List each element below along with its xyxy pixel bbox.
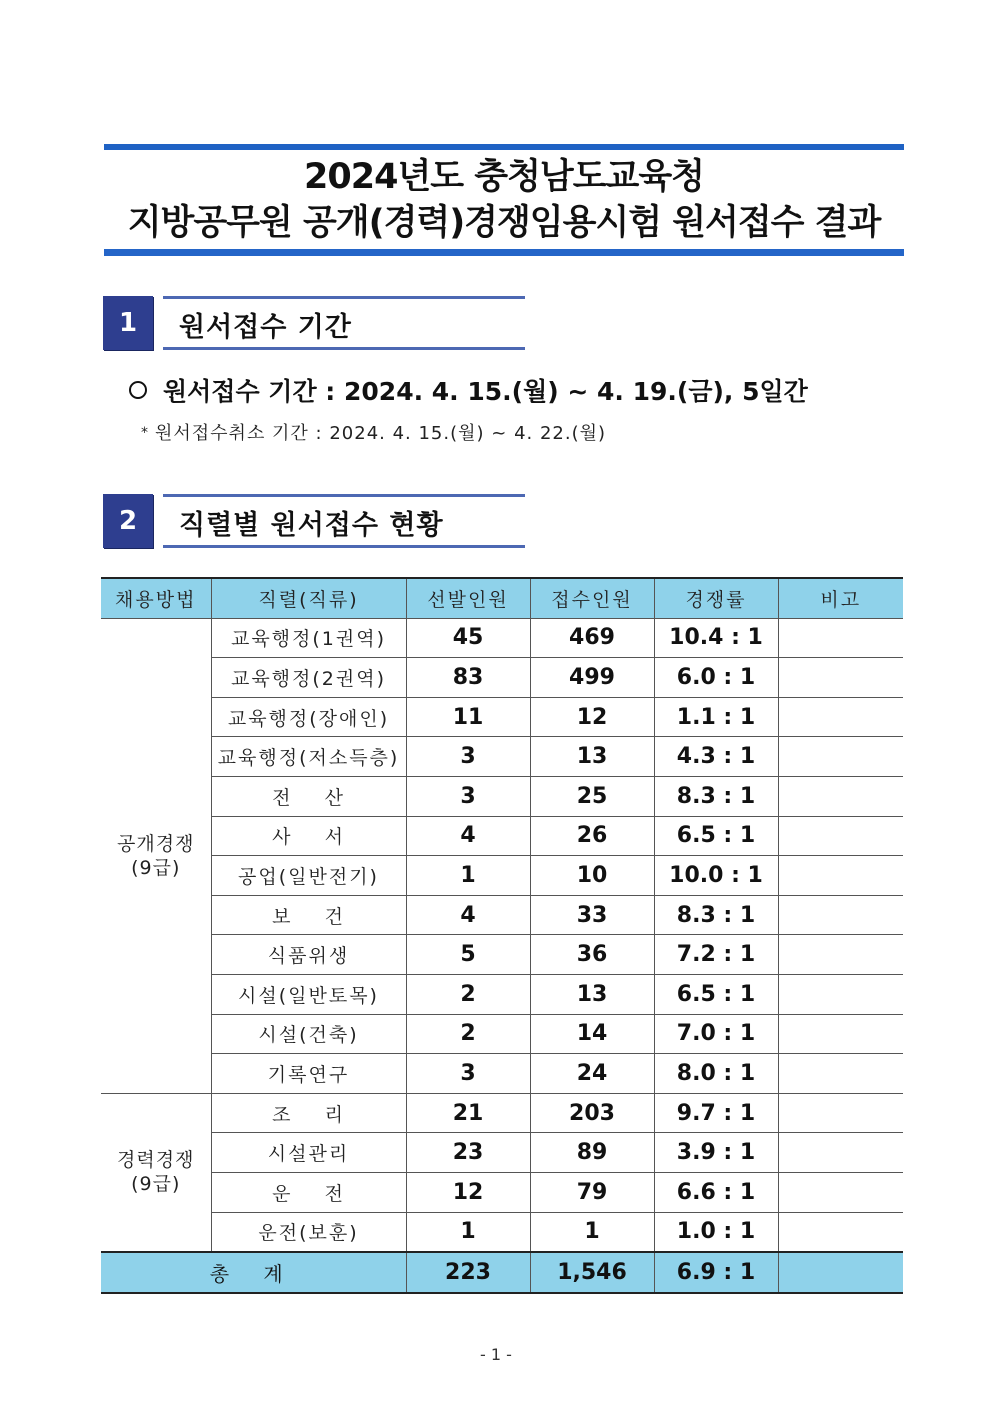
remarks-cell: [778, 618, 903, 658]
selected-count-cell: 2: [406, 1014, 530, 1054]
competition-rate-cell: 8.0 : 1: [654, 1054, 778, 1094]
job-series-cell: 전 산: [211, 776, 406, 816]
applicant-count-cell: 1: [530, 1212, 654, 1252]
table-row: [101, 935, 903, 975]
applicant-count-cell: 499: [530, 658, 654, 698]
title-bottom-rule: [104, 249, 904, 256]
table-row: [101, 1212, 903, 1252]
applicant-count-cell: 14: [530, 1014, 654, 1054]
selected-count-cell: 83: [406, 658, 530, 698]
total-applicant-count: 1,546: [530, 1252, 654, 1293]
remarks-cell: [778, 1212, 903, 1252]
hiring-method-grade: (9급): [131, 856, 181, 879]
table-row: [101, 1172, 903, 1212]
table-row: [101, 895, 903, 935]
applicant-count-cell: 26: [530, 816, 654, 856]
title-line-2: 지방공무원 공개(경력)경쟁임용시험 원서접수 결과: [127, 203, 881, 243]
cancellation-period-note: [141, 419, 606, 445]
applicant-count-cell: 469: [530, 618, 654, 658]
selected-count-cell: 3: [406, 737, 530, 777]
section-1-heading: 원서접수 기간: [179, 312, 352, 343]
section-1-bottom-rule: [163, 347, 525, 350]
title-top-rule: [104, 144, 904, 150]
competition-rate-cell: 7.2 : 1: [654, 935, 778, 975]
table-row: [101, 1054, 903, 1094]
job-series-cell: 기록연구: [211, 1054, 406, 1094]
competition-rate-cell: 6.6 : 1: [654, 1172, 778, 1212]
total-label: 총 계: [101, 1252, 406, 1293]
competition-rate-cell: 6.5 : 1: [654, 974, 778, 1014]
job-series-cell: 교육행정(2권역): [211, 658, 406, 698]
application-status-table: [101, 577, 903, 1294]
competition-rate-cell: 10.4 : 1: [654, 618, 778, 658]
remarks-cell: [778, 1172, 903, 1212]
header-hiring-method: 채용방법: [101, 578, 211, 618]
circle-bullet-icon: [129, 381, 147, 399]
table-row: [101, 1133, 903, 1173]
job-series-cell: 교육행정(저소득층): [211, 737, 406, 777]
note-marker: *: [141, 425, 149, 441]
section-2-heading-box: [163, 494, 525, 548]
table-row: [101, 697, 903, 737]
applicant-count-cell: 203: [530, 1093, 654, 1133]
job-series-cell: 운 전: [211, 1172, 406, 1212]
remarks-cell: [778, 895, 903, 935]
remarks-cell: [778, 1054, 903, 1094]
competition-rate-cell: 9.7 : 1: [654, 1093, 778, 1133]
section-1-heading-box: [163, 296, 525, 350]
section-1-number: 1: [103, 296, 153, 350]
header-job-series: 직렬(직류): [211, 578, 406, 618]
section-1-top-rule: [163, 296, 525, 299]
title-line-1: 2024년도 충청남도교육청: [304, 157, 704, 197]
competition-rate-cell: 10.0 : 1: [654, 856, 778, 896]
applicant-count-cell: 13: [530, 974, 654, 1014]
job-series-cell: 식품위생: [211, 935, 406, 975]
applicant-count-cell: 36: [530, 935, 654, 975]
job-series-cell: 시설(건축): [211, 1014, 406, 1054]
table-header-row: [101, 578, 903, 618]
remarks-cell: [778, 697, 903, 737]
remarks-cell: [778, 856, 903, 896]
job-series-cell: 보 건: [211, 895, 406, 935]
competition-rate-cell: 3.9 : 1: [654, 1133, 778, 1173]
page-number: - 1 -: [480, 1345, 512, 1364]
remarks-cell: [778, 816, 903, 856]
selected-count-cell: 5: [406, 935, 530, 975]
table-row: [101, 737, 903, 777]
section-2-top-rule: [163, 494, 525, 497]
hiring-method-label: 공개경쟁: [117, 832, 195, 855]
applicant-count-cell: 12: [530, 697, 654, 737]
header-remarks: 비고: [778, 578, 903, 618]
selected-count-cell: 23: [406, 1133, 530, 1173]
header-competition-rate: 경쟁률: [654, 578, 778, 618]
table-row: [101, 658, 903, 698]
applicant-count-cell: 25: [530, 776, 654, 816]
competition-rate-cell: 8.3 : 1: [654, 895, 778, 935]
hiring-method-label: 경력경쟁: [117, 1149, 195, 1172]
competition-rate-cell: 6.0 : 1: [654, 658, 778, 698]
selected-count-cell: 1: [406, 1212, 530, 1252]
remarks-cell: [778, 1093, 903, 1133]
selected-count-cell: 2: [406, 974, 530, 1014]
hiring-method-grade: (9급): [131, 1173, 181, 1196]
competition-rate-cell: 1.1 : 1: [654, 697, 778, 737]
remarks-cell: [778, 935, 903, 975]
job-series-cell: 시설(일반토목): [211, 974, 406, 1014]
remarks-cell: [778, 737, 903, 777]
selected-count-cell: 1: [406, 856, 530, 896]
total-remarks: [778, 1252, 903, 1293]
selected-count-cell: 11: [406, 697, 530, 737]
job-series-cell: 시설관리: [211, 1133, 406, 1173]
competition-rate-cell: 6.5 : 1: [654, 816, 778, 856]
section-2-number: 2: [103, 494, 153, 548]
table-row: [101, 1093, 903, 1133]
job-series-cell: 교육행정(1권역): [211, 618, 406, 658]
section-2-heading: 직렬별 원서접수 현황: [179, 510, 444, 541]
section-2-bottom-rule: [163, 545, 525, 548]
selected-count-cell: 3: [406, 776, 530, 816]
hiring-method-cell: [101, 618, 211, 1093]
competition-rate-cell: 1.0 : 1: [654, 1212, 778, 1252]
total-selected-count: 223: [406, 1252, 530, 1293]
application-period-item: [129, 372, 808, 408]
header-applicant-count: 접수인원: [530, 578, 654, 618]
total-competition-rate: 6.9 : 1: [654, 1252, 778, 1293]
hiring-method-cell: [101, 1093, 211, 1252]
selected-count-cell: 4: [406, 816, 530, 856]
header-selected-count: 선발인원: [406, 578, 530, 618]
table-row: [101, 776, 903, 816]
competition-rate-cell: 8.3 : 1: [654, 776, 778, 816]
table-row: [101, 974, 903, 1014]
table-row: [101, 1014, 903, 1054]
job-series-cell: 공업(일반전기): [211, 856, 406, 896]
remarks-cell: [778, 776, 903, 816]
applicant-count-cell: 33: [530, 895, 654, 935]
selected-count-cell: 21: [406, 1093, 530, 1133]
remarks-cell: [778, 658, 903, 698]
document-title-block: [104, 144, 904, 256]
cancellation-period-text: 원서접수취소 기간 : 2024. 4. 15.(월) ~ 4. 22.(월): [155, 423, 607, 444]
applicant-count-cell: 24: [530, 1054, 654, 1094]
table-row: [101, 856, 903, 896]
application-period-text: 원서접수 기간 : 2024. 4. 15.(월) ~ 4. 19.(금), 5일간: [163, 377, 808, 406]
remarks-cell: [778, 974, 903, 1014]
job-series-cell: 교육행정(장애인): [211, 697, 406, 737]
job-series-cell: 운전(보훈): [211, 1212, 406, 1252]
job-series-cell: 사 서: [211, 816, 406, 856]
competition-rate-cell: 4.3 : 1: [654, 737, 778, 777]
selected-count-cell: 12: [406, 1172, 530, 1212]
selected-count-cell: 45: [406, 618, 530, 658]
applicant-count-cell: 10: [530, 856, 654, 896]
applicant-count-cell: 89: [530, 1133, 654, 1173]
remarks-cell: [778, 1133, 903, 1173]
applicant-count-cell: 79: [530, 1172, 654, 1212]
competition-rate-cell: 7.0 : 1: [654, 1014, 778, 1054]
remarks-cell: [778, 1014, 903, 1054]
selected-count-cell: 3: [406, 1054, 530, 1094]
table-row: [101, 816, 903, 856]
applicant-count-cell: 13: [530, 737, 654, 777]
selected-count-cell: 4: [406, 895, 530, 935]
total-row: [101, 1252, 903, 1293]
table-row: [101, 618, 903, 658]
job-series-cell: 조 리: [211, 1093, 406, 1133]
